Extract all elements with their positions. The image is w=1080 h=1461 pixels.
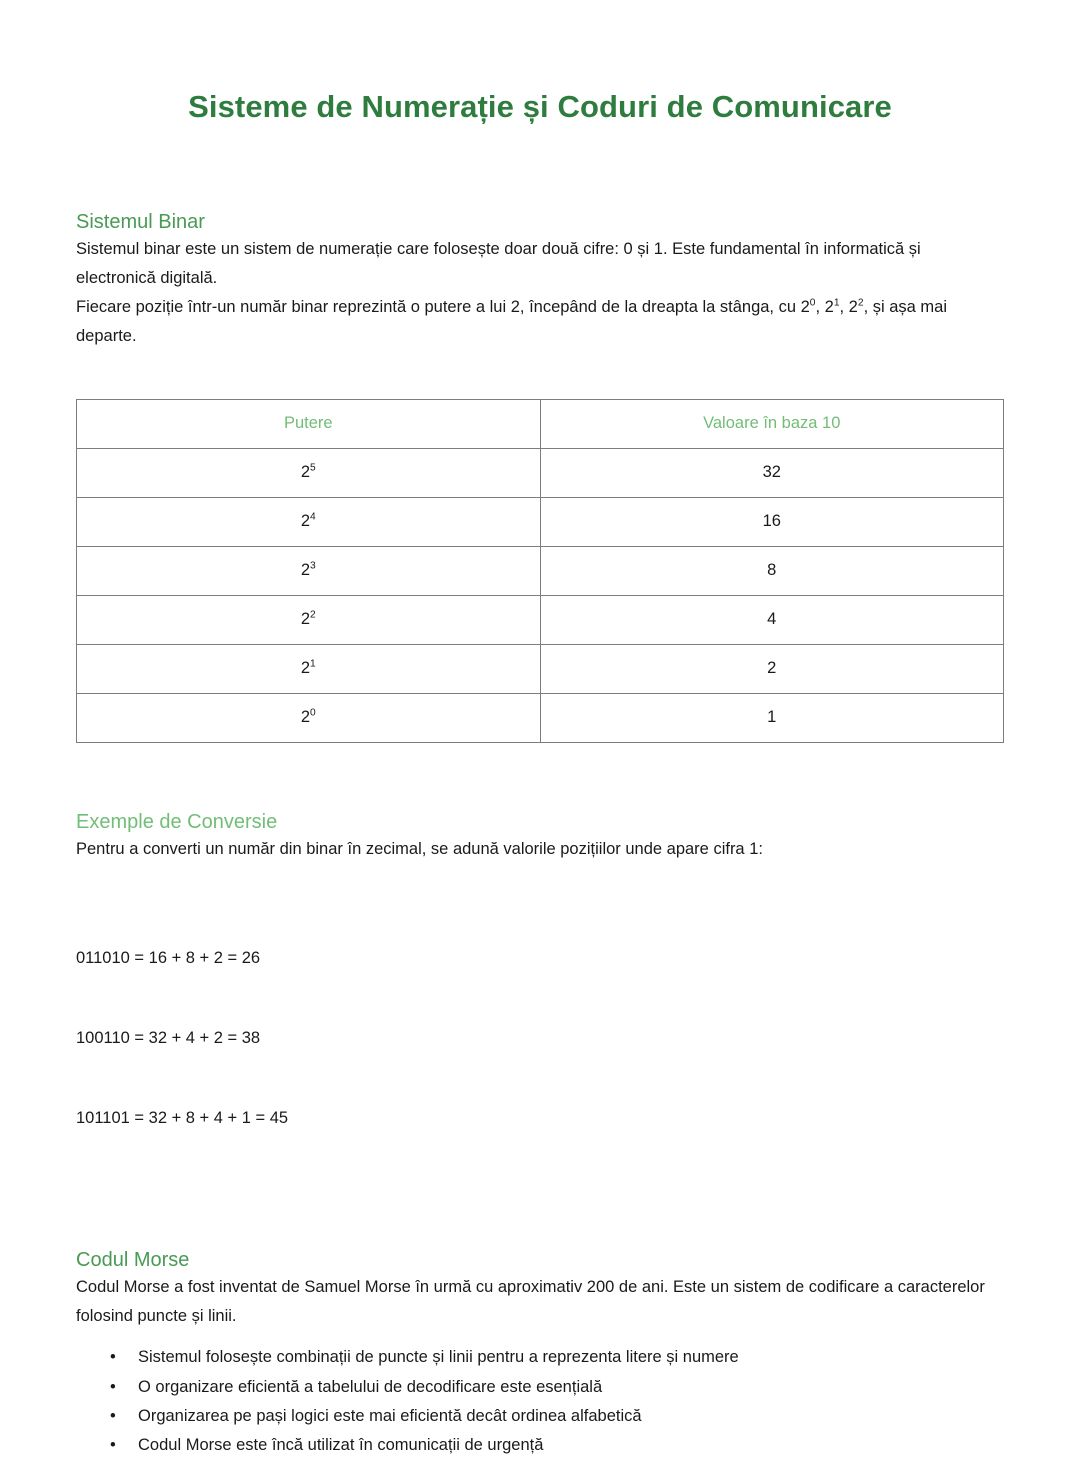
table-row bbox=[77, 497, 1004, 546]
list-item bbox=[110, 1373, 1004, 1402]
power-exponent: 1 bbox=[310, 658, 316, 670]
cell-putere bbox=[77, 497, 541, 546]
cell-putere bbox=[77, 693, 541, 742]
table-row bbox=[77, 595, 1004, 644]
heading-codul-morse: Codul Morse bbox=[76, 1249, 190, 1272]
page-title: Sisteme de Numerație și Coduri de Comunicare bbox=[188, 89, 892, 124]
section-exemple-de-conversie bbox=[76, 809, 1004, 1186]
paragraph-binar-intro: Sistemul binar este un sistem de numerație care folosește doar două cifre: 0 și 1. Este fundamental în informatică și electronică digitală. bbox=[76, 240, 921, 288]
power-exponent: 5 bbox=[310, 462, 316, 474]
power-exponent: 0 bbox=[310, 707, 316, 719]
power-exponent: 4 bbox=[310, 511, 316, 523]
paragraph-binar-positions-part3: , 2 bbox=[839, 297, 858, 316]
cell-valoare: 16 bbox=[540, 497, 1004, 546]
list-item bbox=[110, 1402, 1004, 1431]
power-base: 2 bbox=[300, 659, 310, 678]
column-header-putere: Putere bbox=[77, 399, 541, 448]
list-item-label: O organizare eficientă a tabelului de decodificare este esențială bbox=[138, 1377, 603, 1396]
conversion-example-line: 100110 = 32 + 4 + 2 = 38 bbox=[76, 1029, 261, 1048]
cell-valoare: 32 bbox=[540, 448, 1004, 497]
powers-table-body bbox=[77, 448, 1004, 742]
morse-bullet-list bbox=[76, 1343, 1004, 1460]
conversion-example-line: 101101 = 32 + 8 + 4 + 1 = 45 bbox=[76, 1109, 289, 1128]
paragraph-conversie: Pentru a converti un număr din binar în zecimal, se adună valorile pozițiilor unde apare cifra 1: bbox=[76, 839, 763, 858]
conversion-examples-block bbox=[76, 892, 1004, 1186]
bullet-icon: • bbox=[110, 1377, 116, 1396]
power-base: 2 bbox=[300, 708, 310, 727]
paragraph-binar-positions-part2: , 2 bbox=[815, 297, 834, 316]
section-sistemul-binar bbox=[76, 209, 1004, 351]
superscript-power-2: 2 bbox=[857, 297, 864, 309]
powers-table-head bbox=[77, 399, 1004, 448]
table-row bbox=[77, 546, 1004, 595]
table-row bbox=[77, 693, 1004, 742]
cell-putere bbox=[77, 595, 541, 644]
bullet-icon: • bbox=[110, 1406, 116, 1425]
table-row bbox=[77, 448, 1004, 497]
power-base: 2 bbox=[300, 610, 310, 629]
list-item-label: Sistemul folosește combinații de puncte și linii pentru a reprezenta litere și numere bbox=[138, 1348, 739, 1367]
power-exponent: 2 bbox=[310, 609, 316, 621]
cell-valoare: 1 bbox=[540, 693, 1004, 742]
heading-sistemul-binar: Sistemul Binar bbox=[76, 211, 205, 234]
paragraph-binar-positions-part4: , și așa mai departe. bbox=[76, 297, 948, 345]
list-item bbox=[110, 1343, 1004, 1372]
list-item-label: Organizarea pe pași logici este mai eficientă decât ordinea alfabetică bbox=[138, 1406, 642, 1425]
paragraph-morse: Codul Morse a fost inventat de Samuel Morse în urmă cu aproximativ 200 de ani. Este un sistem de codificare a caracterelor folosind puncte și linii. bbox=[76, 1278, 985, 1326]
cell-valoare: 8 bbox=[540, 546, 1004, 595]
bullet-icon: • bbox=[110, 1348, 116, 1367]
paragraph-binar-positions bbox=[76, 293, 1004, 351]
heading-exemple-de-conversie: Exemple de Conversie bbox=[76, 810, 278, 833]
superscript-power-1: 1 bbox=[833, 297, 840, 309]
power-exponent: 3 bbox=[310, 560, 316, 572]
table-row bbox=[77, 644, 1004, 693]
cell-putere bbox=[77, 448, 541, 497]
cell-putere bbox=[77, 546, 541, 595]
column-header-valoare: Valoare în baza 10 bbox=[540, 399, 1004, 448]
power-base: 2 bbox=[300, 463, 310, 482]
list-item bbox=[110, 1431, 1004, 1460]
bullet-icon: • bbox=[110, 1436, 116, 1455]
section-codul-morse bbox=[76, 1247, 1004, 1460]
superscript-power-0: 0 bbox=[809, 297, 816, 309]
list-item-label: Codul Morse este încă utilizat în comunicații de urgență bbox=[138, 1436, 544, 1455]
cell-putere bbox=[77, 644, 541, 693]
table-header-row bbox=[77, 399, 1004, 448]
conversion-example-line: 011010 = 16 + 8 + 2 = 26 bbox=[76, 949, 261, 967]
power-base: 2 bbox=[300, 561, 310, 580]
cell-valoare: 4 bbox=[540, 595, 1004, 644]
power-base: 2 bbox=[300, 512, 310, 531]
cell-valoare: 2 bbox=[540, 644, 1004, 693]
powers-table bbox=[76, 399, 1004, 743]
paragraph-binar-positions-part1: Fiecare poziție într-un număr binar reprezintă o putere a lui 2, începând de la dreapta la stânga, cu 2 bbox=[76, 297, 810, 316]
